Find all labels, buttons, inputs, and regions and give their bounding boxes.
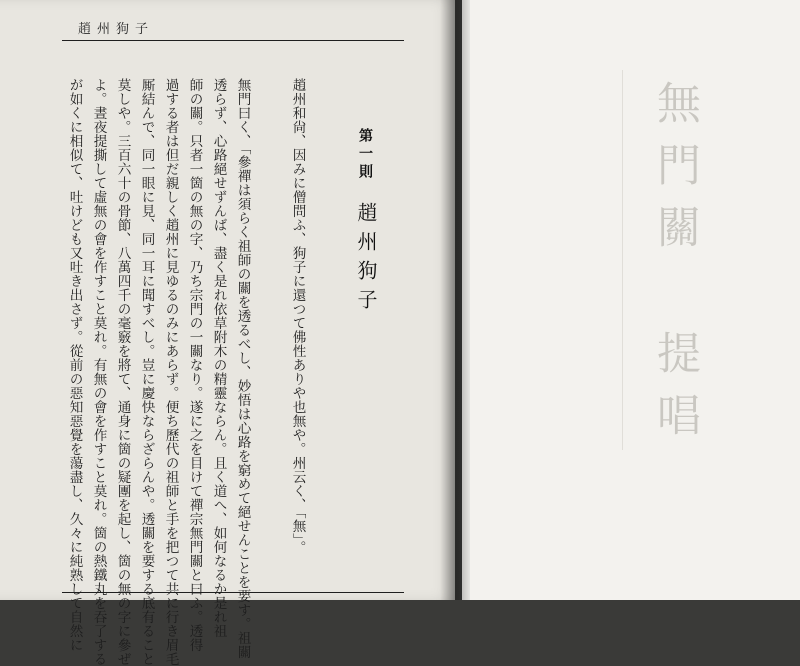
body-line-2: 無門曰く、「參禪は須らく祖師の關を透るべし、妙悟は心路を窮めて絕せんことを要す。祖關	[234, 78, 251, 660]
body-line-1: 趙州和尙、因みに僧問ふ、狗子に還つて佛性ありや也無や。州云く、「無」。	[289, 78, 306, 555]
chapter-number: 第一則	[357, 128, 373, 182]
facing-page-ghost-title: 無門關	[649, 80, 700, 266]
body-line-3: 透らず、心路絕せずんば、盡く是れ依草附木の精靈ならん。且く道へ、如何なるか是れ祖	[210, 78, 227, 638]
right-page	[462, 0, 800, 600]
running-header: 趙州狗子	[78, 22, 155, 37]
body-line-6: 厮結んで、同一眼に見、同一耳に聞すべし。豈に慶快ならざらんや。透關を要する底有ること	[138, 78, 155, 666]
header-rule	[62, 40, 404, 41]
body-line-8: よ。晝夜提撕して虛無の會を作すこと莫れ。有無の會を作すこと莫れ。箇の熱鐵丸を吞了する	[90, 78, 107, 666]
body-line-4: 師の關。只者一箇の無の字、乃ち宗門の一關なり。遂に之を目けて禪宗無門關と曰ふ。透得	[186, 78, 203, 652]
body-line-9: が如くに相似て、吐けども又吐き出さず。從前の惡知惡覺を蕩盡し、久々に純熟して自然に	[66, 78, 83, 652]
body-line-5: 過する者は但だ親しく趙州に見ゆるのみにあらず。便ち歷代の祖師と手を把つて共に行き眉毛	[162, 78, 179, 666]
footer-rule	[62, 592, 404, 593]
body-line-7: 莫しや。三百六十の骨節、八萬四千の毫竅を將て、通身に箇の疑團を起し、箇の無の字に參ぜ	[114, 78, 131, 666]
book-gutter	[440, 0, 470, 600]
facing-page-ghost-subtitle: 提唱	[649, 330, 700, 454]
chapter-title: 趙州狗子	[354, 202, 378, 318]
facing-page-show-through	[512, 70, 623, 450]
